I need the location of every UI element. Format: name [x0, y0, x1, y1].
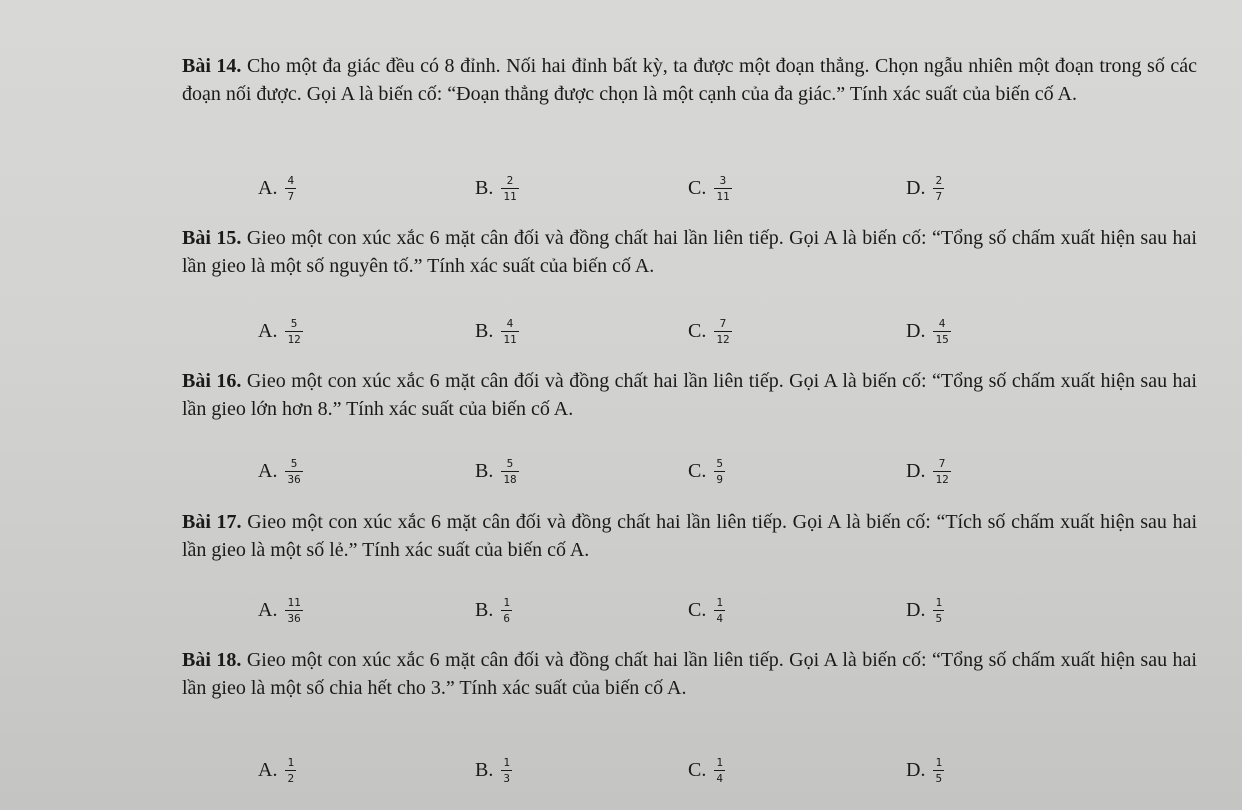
problem-17-text: Gieo một con xúc xắc 6 mặt cân đối và đồng chất hai lần liên tiếp. Gọi A là biến cố: “Tích số chấm xuất hiện sau hai lần gieo là một số lẻ.” Tính xác suất của biến cố A.	[182, 511, 1198, 561]
denominator: 4	[716, 771, 723, 785]
choice-a[interactable]	[258, 303, 303, 359]
choice-label: C.	[688, 758, 707, 781]
numerator: 11	[287, 595, 301, 609]
denominator: 7	[935, 189, 943, 203]
problem-15	[182, 224, 1197, 280]
problem-16-title: Bài 16.	[182, 370, 242, 392]
fraction	[285, 596, 302, 625]
fraction	[285, 317, 302, 346]
choice-a[interactable]	[258, 443, 303, 499]
choice-d[interactable]	[906, 742, 944, 798]
choice-c[interactable]	[688, 443, 725, 499]
choice-label: A.	[258, 598, 278, 621]
problem-15-title: Bài 15.	[182, 227, 242, 249]
choice-b[interactable]	[475, 582, 512, 638]
choice-label: D.	[906, 758, 926, 781]
choice-label: A.	[258, 758, 278, 781]
numerator: 7	[719, 316, 727, 330]
numerator: 4	[506, 316, 514, 330]
choice-c[interactable]	[688, 160, 732, 216]
choice-label: D.	[906, 459, 926, 482]
denominator: 7	[287, 189, 295, 203]
numerator: 1	[935, 595, 943, 609]
choice-label: C.	[688, 319, 707, 342]
fraction	[501, 756, 512, 785]
choice-d[interactable]	[906, 582, 944, 638]
numerator: 1	[716, 595, 723, 609]
fraction	[933, 174, 944, 203]
choice-a[interactable]	[258, 582, 303, 638]
choice-a[interactable]	[258, 160, 296, 216]
choice-label: B.	[475, 598, 494, 621]
fraction	[933, 457, 950, 486]
problem-16-text: Gieo một con xúc xắc 6 mặt cân đối và đồng chất hai lần liên tiếp. Gọi A là biến cố: “Tổng số chấm xuất hiện sau hai lần gieo lớn hơn 8.” Tính xác suất của biến cố A.	[182, 370, 1197, 420]
choice-label: D.	[906, 176, 926, 199]
choice-b[interactable]	[475, 160, 519, 216]
fraction	[501, 596, 512, 625]
denominator: 6	[503, 611, 510, 625]
choice-b[interactable]	[475, 303, 519, 359]
problem-15-choices	[258, 303, 1058, 359]
denominator: 15	[935, 332, 949, 346]
choice-label: C.	[688, 176, 707, 199]
numerator: 5	[290, 316, 298, 330]
choice-a[interactable]	[258, 742, 296, 798]
problem-18-choices	[258, 742, 1058, 798]
numerator: 7	[938, 456, 946, 470]
problem-17-choices	[258, 582, 1058, 638]
denominator: 3	[503, 771, 510, 785]
choice-label: A.	[258, 319, 278, 342]
fraction	[714, 317, 731, 346]
numerator: 1	[503, 595, 510, 609]
fraction	[933, 596, 944, 625]
numerator: 1	[287, 755, 295, 769]
choice-label: B.	[475, 459, 494, 482]
numerator: 4	[287, 173, 295, 187]
denominator: 9	[716, 472, 723, 486]
fraction	[501, 317, 518, 346]
problem-16-stem	[182, 367, 1197, 423]
fraction	[714, 756, 725, 785]
denominator: 4	[716, 611, 723, 625]
denominator: 5	[935, 771, 943, 785]
problem-15-stem	[182, 224, 1197, 280]
denominator: 5	[935, 611, 943, 625]
numerator: 5	[716, 456, 723, 470]
choice-label: C.	[688, 598, 707, 621]
fraction	[285, 174, 296, 203]
choice-label: D.	[906, 598, 926, 621]
problem-16	[182, 367, 1197, 423]
denominator: 36	[287, 472, 301, 486]
numerator: 1	[716, 755, 723, 769]
choice-label: D.	[906, 319, 926, 342]
fraction	[501, 457, 518, 486]
choice-label: A.	[258, 176, 278, 199]
choice-label: C.	[688, 459, 707, 482]
problem-18-title: Bài 18.	[182, 649, 242, 671]
problem-14	[182, 52, 1197, 108]
denominator: 2	[287, 771, 295, 785]
denominator: 11	[503, 332, 517, 346]
choice-b[interactable]	[475, 742, 512, 798]
denominator: 12	[716, 332, 730, 346]
problem-18-text: Gieo một con xúc xắc 6 mặt cân đối và đồng chất hai lần liên tiếp. Gọi A là biến cố: “Tổng số chấm xuất hiện sau hai lần gieo là một số chia hết cho 3.” Tính xác suất của biến cố A.	[182, 649, 1197, 699]
denominator: 12	[935, 472, 949, 486]
fraction	[714, 596, 725, 625]
numerator: 5	[506, 456, 514, 470]
denominator: 12	[287, 332, 301, 346]
problem-14-stem	[182, 52, 1197, 108]
problem-18	[182, 646, 1197, 702]
problem-17-title: Bài 17.	[182, 511, 242, 533]
denominator: 11	[716, 189, 730, 203]
numerator: 1	[935, 755, 943, 769]
choice-b[interactable]	[475, 443, 519, 499]
problem-14-title: Bài 14.	[182, 55, 242, 77]
numerator: 5	[290, 456, 298, 470]
choice-c[interactable]	[688, 742, 725, 798]
problem-17-stem	[182, 508, 1197, 564]
numerator: 2	[506, 173, 514, 187]
numerator: 3	[719, 173, 727, 187]
choice-d[interactable]	[906, 443, 951, 499]
fraction	[933, 756, 944, 785]
denominator: 36	[287, 611, 301, 625]
choice-c[interactable]	[688, 303, 732, 359]
fraction	[933, 317, 950, 346]
choice-d[interactable]	[906, 303, 951, 359]
choice-label: B.	[475, 176, 494, 199]
problem-17	[182, 508, 1197, 564]
fraction	[285, 756, 296, 785]
numerator: 1	[503, 755, 510, 769]
choice-label: B.	[475, 758, 494, 781]
problem-15-text: Gieo một con xúc xắc 6 mặt cân đối và đồng chất hai lần liên tiếp. Gọi A là biến cố: “Tổng số chấm xuất hiện sau hai lần gieo là một số nguyên tố.” Tính xác suất của biến cố A.	[182, 227, 1197, 277]
fraction	[714, 457, 725, 486]
numerator: 4	[938, 316, 946, 330]
problem-16-choices	[258, 443, 1058, 499]
fraction	[714, 174, 731, 203]
numerator: 2	[935, 173, 943, 187]
fraction	[501, 174, 518, 203]
choice-label: B.	[475, 319, 494, 342]
fraction	[285, 457, 302, 486]
denominator: 11	[503, 189, 517, 203]
problem-18-stem	[182, 646, 1197, 702]
problem-14-text: Cho một đa giác đều có 8 đỉnh. Nối hai đỉnh bất kỳ, ta được một đoạn thẳng. Chọn ngẫu nhiên một đoạn trong số các đoạn nối được. Gọi A là biến cố: “Đoạn thẳng được chọn là một cạnh của đa giác.” Tính xác suất của biến cố A.	[182, 55, 1198, 105]
denominator: 18	[503, 472, 517, 486]
choice-label: A.	[258, 459, 278, 482]
problem-14-choices	[258, 160, 1058, 216]
choice-c[interactable]	[688, 582, 725, 638]
choice-d[interactable]	[906, 160, 944, 216]
